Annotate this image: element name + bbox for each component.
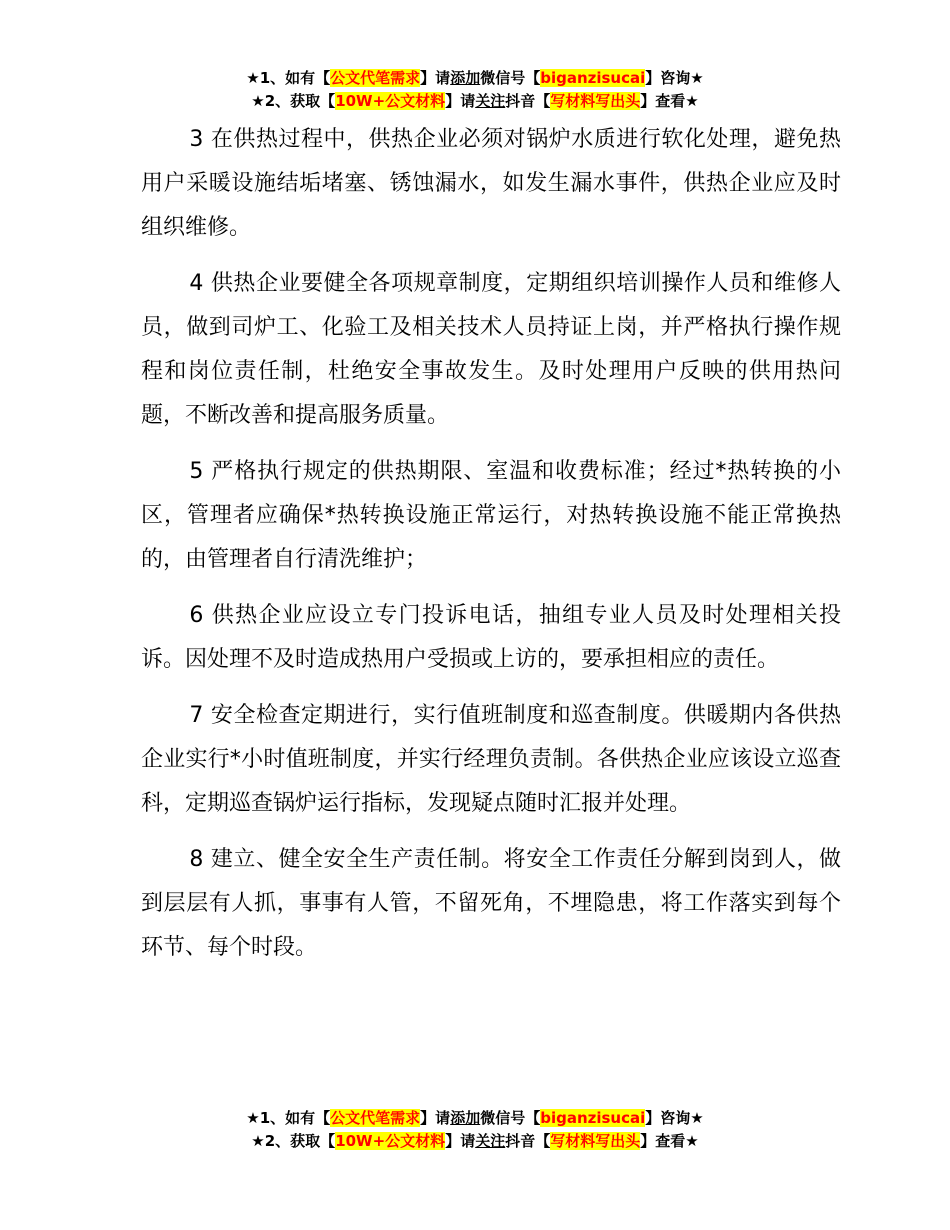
highlight-service: 公文代笔需求 (330, 1109, 421, 1127)
document-body (141, 118, 841, 982)
banner-line-2 (0, 90, 950, 113)
banner-text: 】请 (445, 1132, 476, 1150)
paragraph-4: 4 供热企业要健全各项规章制度，定期组织培训操作人员和维修人员，做到司炉工、化验工及相关技术人员持证上岗，并严格执行操作规程和岗位责任制，杜绝安全事故发生。及时处理用户反映的供用热问题，不断改善和提高服务质量。 (141, 271, 841, 428)
banner-text: 】查看★ (640, 92, 699, 110)
banner-text: 】请 (420, 1109, 451, 1127)
highlight-douyin-account: 写材料写出头 (550, 1132, 641, 1150)
banner-text: 】咨询★ (645, 69, 704, 87)
banner-text: 】请 (445, 92, 476, 110)
highlight-materials: 10W+公文材料 (335, 1132, 446, 1150)
banner-underlined: 添加 (450, 1109, 481, 1127)
banner-line-2 (0, 1130, 950, 1153)
paragraph-7: 7 安全检查定期进行，实行值班制度和巡查制度。供暖期内各供热企业实行*小时值班制度，并实行经理负责制。各供热企业应该设立巡查科，定期巡查锅炉运行指标，发现疑点随时汇报并处理。 (141, 703, 841, 816)
paragraph-3: 3 在供热过程中，供热企业必须对锅炉水质进行软化处理，避免热用户采暖设施结垢堵塞、锈蚀漏水，如发生漏水事件，供热企业应及时组织维修。 (141, 127, 841, 240)
highlight-materials: 10W+公文材料 (335, 92, 446, 110)
banner-text: ★2、获取【 (251, 1132, 336, 1150)
paragraph-5: 5 严格执行规定的供热期限、室温和收费标准；经过*热转换的小区，管理者应确保*热转换设施正常运行，对热转换设施不能正常换热的，由管理者自行清洗维护； (141, 459, 841, 572)
highlight-wechat-id: biganzisucai (540, 1109, 646, 1127)
banner-text: 抖音【 (505, 1132, 551, 1150)
paragraph-8: 8 建立、健全安全生产责任制。将安全工作责任分解到岗到人，做到层层有人抓，事事有人管，不留死角，不埋隐患，将工作落实到每个环节、每个时段。 (141, 847, 841, 960)
banner-line-1 (0, 67, 950, 90)
paragraph-6: 6 供热企业应设立专门投诉电话，抽组专业人员及时处理相关投诉。因处理不及时造成热用户受损或上访的，要承担相应的责任。 (141, 603, 841, 672)
highlight-service: 公文代笔需求 (330, 69, 421, 87)
banner-text: ★2、获取【 (251, 92, 336, 110)
banner-text: 抖音【 (505, 92, 551, 110)
banner-text: 微信号【 (480, 1109, 541, 1127)
banner-text: ★1、如有【 (246, 69, 331, 87)
banner-underlined: 关注 (475, 92, 506, 110)
banner-text: 】请 (420, 69, 451, 87)
banner-line-1 (0, 1107, 950, 1130)
highlight-wechat-id: biganzisucai (540, 69, 646, 87)
banner-text: ★1、如有【 (246, 1109, 331, 1127)
banner-text: 】查看★ (640, 1132, 699, 1150)
header-banner (0, 67, 950, 113)
banner-underlined: 关注 (475, 1132, 506, 1150)
highlight-douyin-account: 写材料写出头 (550, 92, 641, 110)
footer-banner (0, 1107, 950, 1153)
banner-text: 】咨询★ (645, 1109, 704, 1127)
banner-underlined: 添加 (450, 69, 481, 87)
banner-text: 微信号【 (480, 69, 541, 87)
